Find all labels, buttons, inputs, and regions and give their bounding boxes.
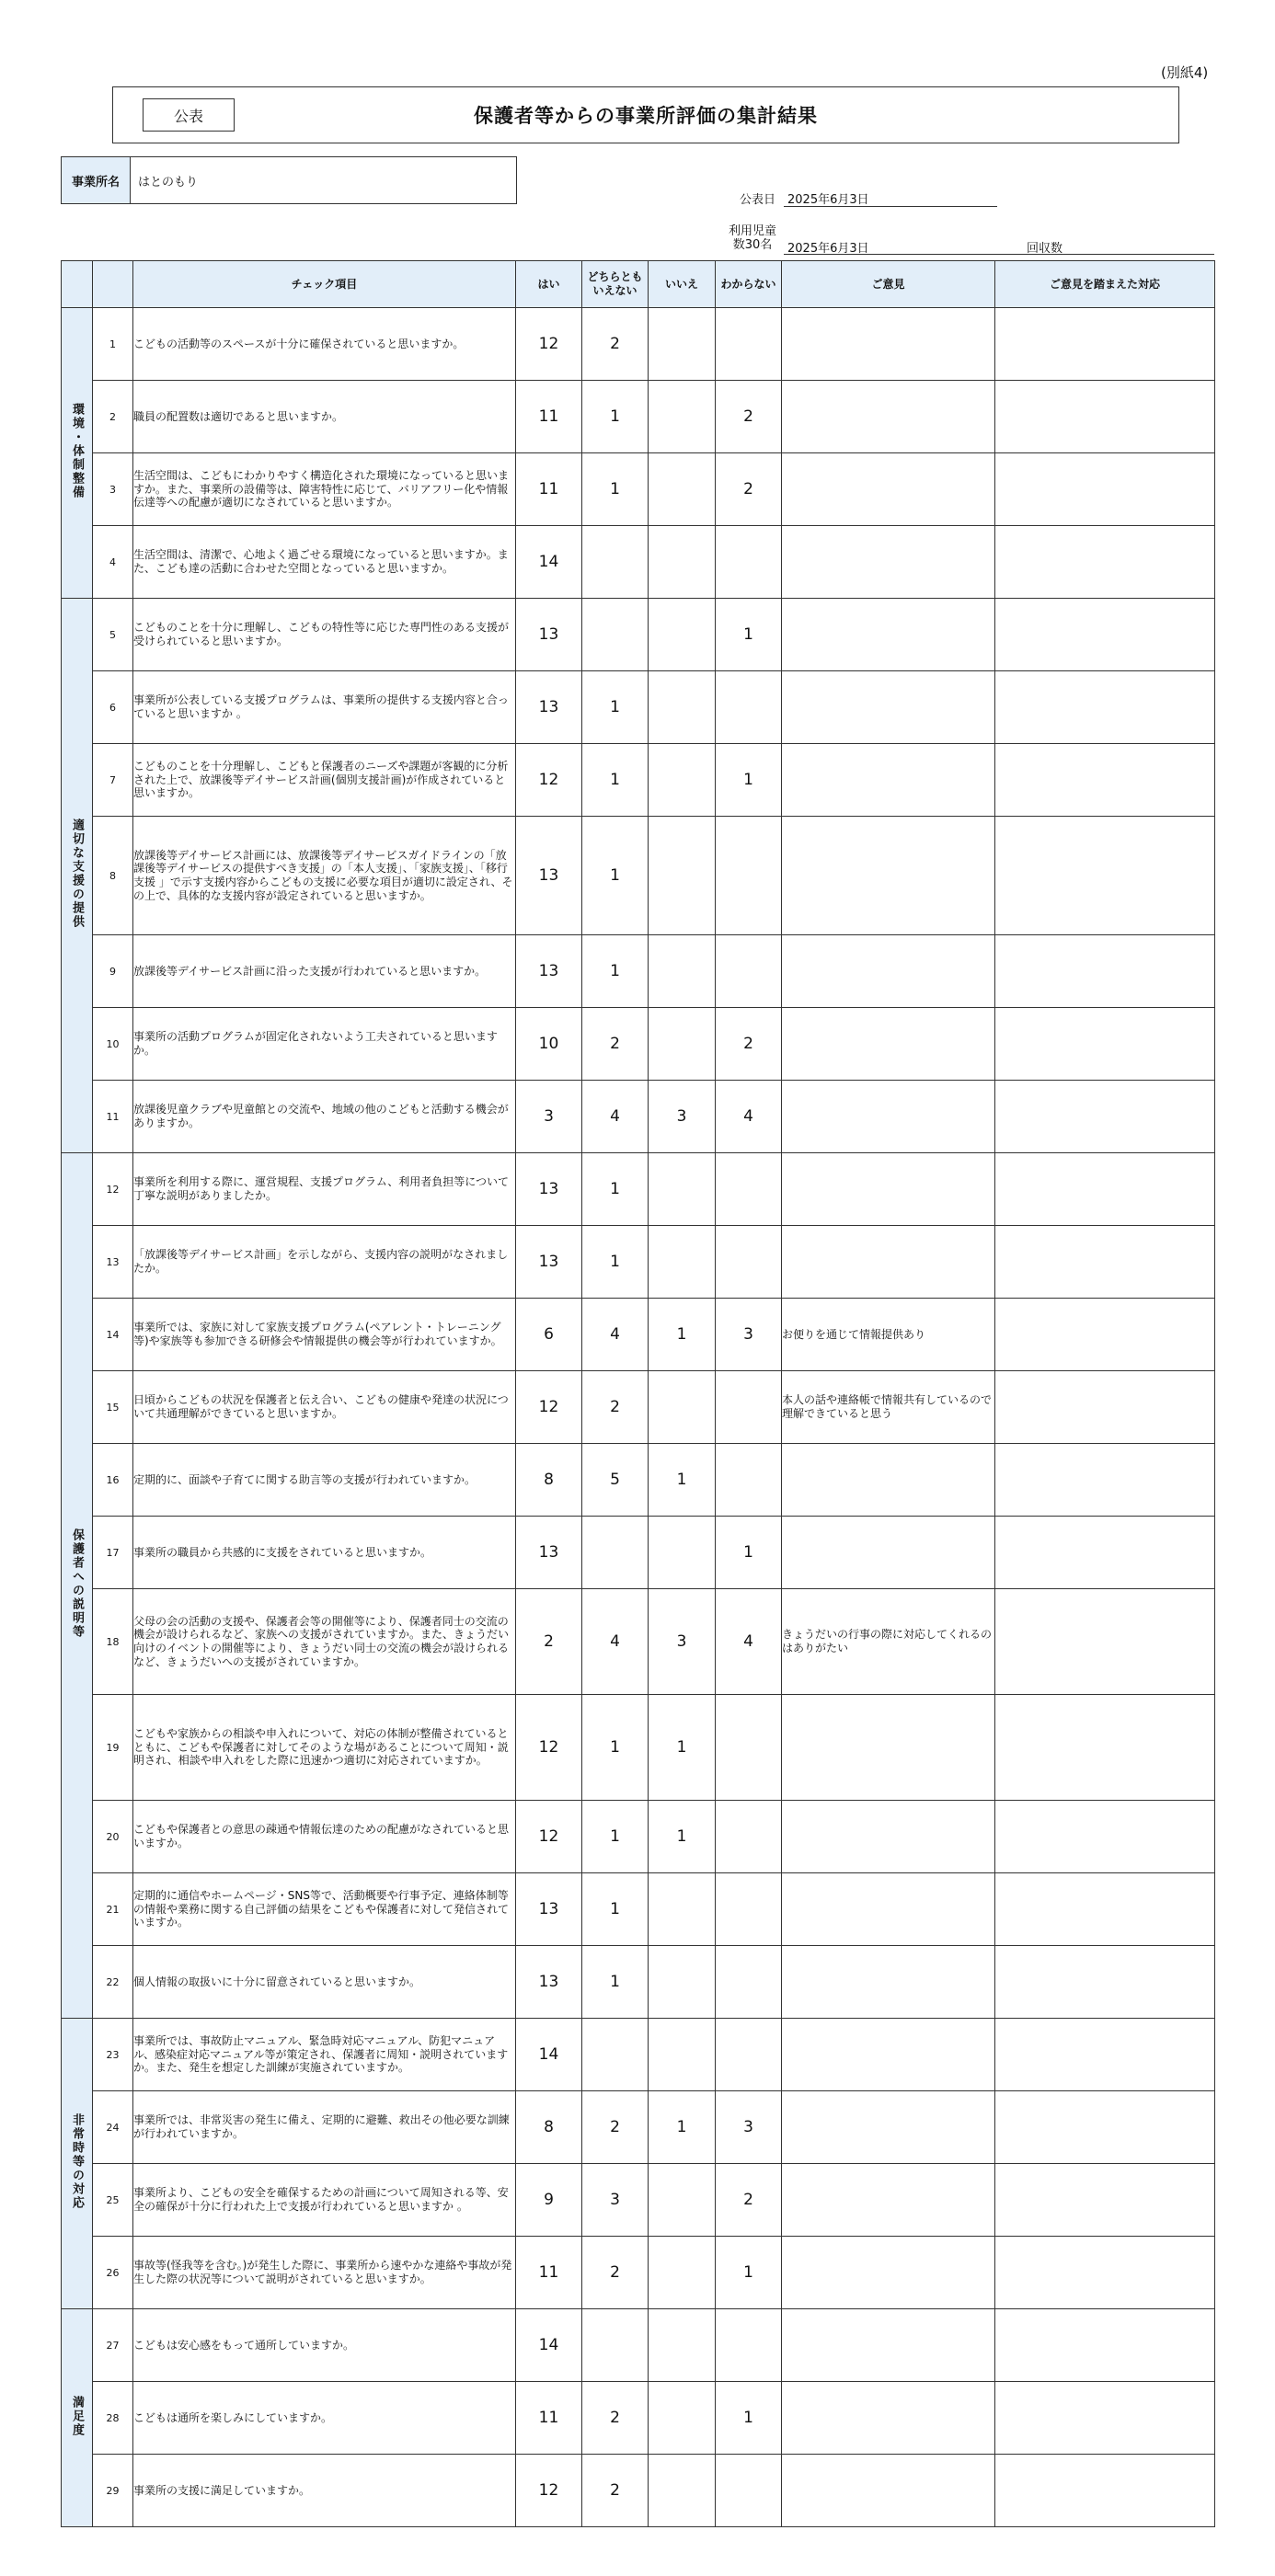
count-unknown (716, 817, 782, 935)
table-row (62, 744, 1215, 817)
check-item: 事業所の支援に満足していますか。 (133, 2455, 516, 2527)
count-yes: 12 (516, 308, 582, 381)
count-neither: 4 (582, 1299, 649, 1371)
check-item: 生活空間は、こどもにわかりやすく構造化された環境になっていると思いますか。また、事業所の設備等は、障害特性に応じて、バリアフリー化や情報伝達等への配慮が適切になされていると思いますか。 (133, 453, 516, 526)
count-neither (582, 2019, 649, 2091)
row-number: 4 (93, 526, 133, 599)
check-item: 事業所では、家族に対して家族支援プログラム(ペアレント・トレーニング等)や家族等も参加できる研修会や情報提供の機会等が行われていますか。 (133, 1299, 516, 1371)
count-unknown: 4 (716, 1589, 782, 1695)
category-cell (62, 2019, 93, 2309)
table-row (62, 2237, 1215, 2309)
count-unknown (716, 1873, 782, 1946)
opinion (782, 1444, 995, 1517)
count-no (649, 744, 716, 817)
table-row (62, 1946, 1215, 2019)
row-number: 14 (93, 1299, 133, 1371)
table-row (62, 599, 1215, 671)
check-item: こどもや家族からの相談や申入れについて、対応の体制が整備されているとともに、こどもや保護者に対してそのような場があることについて周知・説明され、相談や申入れをした際に迅速かつ適切に対応されていますか。 (133, 1695, 516, 1801)
count-no (649, 1153, 716, 1226)
appendix-label: (別紙4) (1161, 64, 1209, 81)
count-no (649, 1946, 716, 2019)
count-unknown (716, 2019, 782, 2091)
response (995, 1081, 1215, 1153)
count-unknown: 1 (716, 2382, 782, 2455)
count-unknown (716, 1801, 782, 1873)
table-row (62, 526, 1215, 599)
row-number: 24 (93, 2091, 133, 2164)
opinion (782, 1517, 995, 1589)
count-yes: 8 (516, 2091, 582, 2164)
row-number: 15 (93, 1371, 133, 1444)
count-no (649, 2309, 716, 2382)
count-no (649, 1873, 716, 1946)
count-yes: 13 (516, 1226, 582, 1299)
count-no (649, 1517, 716, 1589)
table-row (62, 2309, 1215, 2382)
count-neither: 1 (582, 935, 649, 1008)
table-row (62, 671, 1215, 744)
publish-date: 2025年6月3日 (787, 193, 869, 207)
count-no (649, 2382, 716, 2455)
response (995, 1946, 1215, 2019)
table-row (62, 453, 1215, 526)
row-number: 22 (93, 1946, 133, 2019)
count-yes: 12 (516, 744, 582, 817)
count-neither: 5 (582, 1444, 649, 1517)
users-count-label (729, 224, 776, 252)
office-name: はとのもり (138, 175, 199, 189)
table-row (62, 308, 1215, 381)
response (995, 599, 1215, 671)
response (995, 1153, 1215, 1226)
response (995, 817, 1215, 935)
count-neither: 2 (582, 308, 649, 381)
opinion (782, 1153, 995, 1226)
category-cell (62, 308, 93, 599)
count-neither: 1 (582, 744, 649, 817)
check-item: 放課後児童クラブや児童館との交流や、地域の他のこどもと活動する機会がありますか。 (133, 1081, 516, 1153)
count-neither (582, 2309, 649, 2382)
header-neither: どちらとも いえない (582, 261, 649, 308)
count-yes: 11 (516, 2237, 582, 2309)
table-row (62, 1299, 1215, 1371)
response (995, 2382, 1215, 2455)
check-item: 職員の配置数は適切であると思いますか。 (133, 381, 516, 453)
header-check-item: チェック項目 (133, 261, 516, 308)
count-yes: 14 (516, 2019, 582, 2091)
row-number: 5 (93, 599, 133, 671)
count-neither: 2 (582, 1008, 649, 1081)
opinion (782, 1695, 995, 1801)
table-row (62, 1801, 1215, 1873)
count-yes: 11 (516, 381, 582, 453)
count-no: 1 (649, 1695, 716, 1801)
check-item: こどものことを十分に理解し、こどもの特性等に応じた専門性のある支援が受けられていると思いますか。 (133, 599, 516, 671)
response (995, 2164, 1215, 2237)
count-no (649, 526, 716, 599)
row-number: 6 (93, 671, 133, 744)
response (995, 2237, 1215, 2309)
check-item: 生活空間は、清潔で、心地よく過ごせる環境になっていると思いますか。また、こども達の活動に合わせた空間となっていると思いますか。 (133, 526, 516, 599)
category-cell (62, 1153, 93, 2019)
count-no: 1 (649, 1801, 716, 1873)
count-yes: 13 (516, 599, 582, 671)
table-row (62, 1008, 1215, 1081)
publish-underline (784, 206, 997, 207)
row-number: 9 (93, 935, 133, 1008)
response (995, 526, 1215, 599)
count-yes: 11 (516, 2382, 582, 2455)
opinion (782, 2382, 995, 2455)
count-unknown (716, 308, 782, 381)
response (995, 1801, 1215, 1873)
count-yes: 13 (516, 1517, 582, 1589)
count-yes: 6 (516, 1299, 582, 1371)
count-yes: 14 (516, 2309, 582, 2382)
public-badge: 公表 (143, 98, 235, 132)
count-neither: 1 (582, 1226, 649, 1299)
count-unknown: 1 (716, 744, 782, 817)
count-neither: 1 (582, 1873, 649, 1946)
count-neither: 1 (582, 1153, 649, 1226)
table-row (62, 1589, 1215, 1695)
opinion (782, 1008, 995, 1081)
category-label: 保護者への説明等 (70, 1528, 84, 1639)
response (995, 381, 1215, 453)
table-row (62, 381, 1215, 453)
response (995, 935, 1215, 1008)
count-neither (582, 599, 649, 671)
count-no: 1 (649, 1444, 716, 1517)
count-neither: 1 (582, 1801, 649, 1873)
count-yes: 13 (516, 1946, 582, 2019)
count-neither: 1 (582, 453, 649, 526)
category-label: 非常時等の対応 (70, 2113, 84, 2210)
users-count-label-1: 利用児童 (729, 224, 777, 238)
check-item: 父母の会の活動の支援や、保護者会等の開催等により、保護者同士の交流の機会が設けられるなど、家族への支援がされていますか。また、きょうだい向けのイベントの開催等により、きょうだい同士の交流の機会が設けられるなど、きょうだいへの支援がされていますか。 (133, 1589, 516, 1695)
opinion (782, 1226, 995, 1299)
office-box (61, 156, 517, 204)
opinion (782, 2091, 995, 2164)
publish-date-label: 公表日 (740, 193, 776, 207)
check-item: こどものことを十分理解し、こどもと保護者のニーズや課題が客観的に分析された上で、放課後等デイサービス計画(個別支援計画)が作成されていると思いますか。 (133, 744, 516, 817)
count-no (649, 308, 716, 381)
count-neither: 1 (582, 817, 649, 935)
response (995, 2091, 1215, 2164)
check-item: 放課後等デイサービス計画に沿った支援が行われていると思いますか。 (133, 935, 516, 1008)
row-number: 17 (93, 1517, 133, 1589)
header-blank-2 (93, 261, 133, 308)
response (995, 453, 1215, 526)
count-neither: 4 (582, 1081, 649, 1153)
opinion (782, 2309, 995, 2382)
count-no (649, 2019, 716, 2091)
opinion (782, 1946, 995, 2019)
count-yes: 12 (516, 1801, 582, 1873)
count-neither: 4 (582, 1589, 649, 1695)
count-no: 1 (649, 1299, 716, 1371)
page-title: 保護者等からの事業所評価の集計結果 (474, 105, 818, 127)
response (995, 1517, 1215, 1589)
check-item: 日頃からこどもの状況を保護者と伝え合い、こどもの健康や発達の状況について共通理解ができていると思いますか。 (133, 1371, 516, 1444)
count-unknown: 2 (716, 2164, 782, 2237)
count-no (649, 671, 716, 744)
count-neither: 2 (582, 2237, 649, 2309)
users-count-label-2: 数30名 (732, 238, 773, 252)
row-number: 26 (93, 2237, 133, 2309)
check-item: 事業所が公表している支援プログラムは、事業所の提供する支援内容と合っていると思いますか 。 (133, 671, 516, 744)
check-item: こどもの活動等のスペースが十分に確保されていると思いますか。 (133, 308, 516, 381)
response (995, 1589, 1215, 1695)
opinion (782, 671, 995, 744)
count-unknown (716, 1946, 782, 2019)
table-row (62, 2382, 1215, 2455)
count-yes: 10 (516, 1008, 582, 1081)
count-yes: 12 (516, 1371, 582, 1444)
count-neither: 2 (582, 1371, 649, 1444)
table-row (62, 1873, 1215, 1946)
users-underline (784, 254, 1214, 255)
count-neither: 2 (582, 2455, 649, 2527)
count-unknown (716, 1444, 782, 1517)
table-row (62, 1444, 1215, 1517)
row-number: 27 (93, 2309, 133, 2382)
response (995, 671, 1215, 744)
response (995, 1008, 1215, 1081)
count-no (649, 2455, 716, 2527)
opinion (782, 2237, 995, 2309)
count-no (649, 1008, 716, 1081)
table-row (62, 2164, 1215, 2237)
row-number: 25 (93, 2164, 133, 2237)
count-no (649, 2237, 716, 2309)
count-neither (582, 526, 649, 599)
users-date: 2025年6月3日 (787, 242, 869, 256)
count-no (649, 381, 716, 453)
category-cell (62, 599, 93, 1153)
table-row (62, 1153, 1215, 1226)
count-neither: 3 (582, 2164, 649, 2237)
opinion (782, 817, 995, 935)
count-no (649, 817, 716, 935)
check-item: こどもや保護者との意思の疎通や情報伝達のための配慮がなされていると思いますか。 (133, 1801, 516, 1873)
count-no (649, 1226, 716, 1299)
opinion (782, 1801, 995, 1873)
count-unknown: 1 (716, 1517, 782, 1589)
response (995, 1226, 1215, 1299)
opinion (782, 381, 995, 453)
opinion (782, 2164, 995, 2237)
opinion (782, 599, 995, 671)
count-yes: 13 (516, 1153, 582, 1226)
response (995, 744, 1215, 817)
count-unknown (716, 1371, 782, 1444)
count-unknown: 4 (716, 1081, 782, 1153)
opinion: きょうだいの行事の際に対応してくれるのはありがたい (782, 1589, 995, 1695)
opinion (782, 935, 995, 1008)
count-yes: 3 (516, 1081, 582, 1153)
count-unknown: 1 (716, 2237, 782, 2309)
count-no (649, 453, 716, 526)
count-unknown (716, 1153, 782, 1226)
count-unknown: 2 (716, 381, 782, 453)
opinion (782, 453, 995, 526)
opinion (782, 2019, 995, 2091)
count-yes: 14 (516, 526, 582, 599)
table-body (62, 308, 1215, 2527)
count-no (649, 935, 716, 1008)
count-yes: 12 (516, 1695, 582, 1801)
count-unknown (716, 671, 782, 744)
response (995, 1299, 1215, 1371)
row-number: 23 (93, 2019, 133, 2091)
count-unknown: 2 (716, 1008, 782, 1081)
row-number: 28 (93, 2382, 133, 2455)
count-yes: 8 (516, 1444, 582, 1517)
count-yes: 12 (516, 2455, 582, 2527)
title-box (112, 86, 1179, 143)
table-row (62, 935, 1215, 1008)
header-response: ご意見を踏まえた対応 (995, 261, 1215, 308)
count-no (649, 2164, 716, 2237)
count-no (649, 1371, 716, 1444)
evaluation-table (61, 260, 1215, 2527)
header-opinion: ご意見 (782, 261, 995, 308)
check-item: 事業所では、非常災害の発生に備え、定期的に避難、救出その他必要な訓練が行われていますか。 (133, 2091, 516, 2164)
count-yes: 2 (516, 1589, 582, 1695)
check-item: 事業所の職員から共感的に支援をされていると思いますか。 (133, 1517, 516, 1589)
row-number: 21 (93, 1873, 133, 1946)
row-number: 13 (93, 1226, 133, 1299)
check-item: 事業所より、こどもの安全を確保するための計画について周知される等、安全の確保が十分に行われた上で支援が行われていると思いますか 。 (133, 2164, 516, 2237)
check-item: 事業所の活動プログラムが固定化されないよう工夫されていると思いますか。 (133, 1008, 516, 1081)
count-yes: 13 (516, 817, 582, 935)
category-label: 適切な支援の提供 (70, 819, 84, 929)
opinion (782, 2455, 995, 2527)
count-yes: 11 (516, 453, 582, 526)
check-item: 「放課後等デイサービス計画」を示しながら、支援内容の説明がなされましたか。 (133, 1226, 516, 1299)
response (995, 1444, 1215, 1517)
check-item: 定期的に通信やホームページ・SNS等で、活動概要や行事予定、連絡体制等の情報や業務に関する自己評価の結果をこどもや保護者に対して発信されていますか。 (133, 1873, 516, 1946)
check-item: 事業所を利用する際に、運営規程、支援プログラム、利用者負担等について丁寧な説明がありましたか。 (133, 1153, 516, 1226)
check-item: こどもは安心感をもって通所していますか。 (133, 2309, 516, 2382)
count-neither: 1 (582, 1946, 649, 2019)
row-number: 2 (93, 381, 133, 453)
count-neither: 2 (582, 2382, 649, 2455)
table-row (62, 1226, 1215, 1299)
header-blank-1 (62, 261, 93, 308)
response (995, 308, 1215, 381)
count-unknown: 3 (716, 2091, 782, 2164)
table-row (62, 2455, 1215, 2527)
row-number: 8 (93, 817, 133, 935)
opinion (782, 1873, 995, 1946)
category-label: 環境・体制整備 (70, 403, 84, 499)
table-row (62, 2091, 1215, 2164)
row-number: 12 (93, 1153, 133, 1226)
check-item: 事業所では、事故防止マニュアル、緊急時対応マニュアル、防犯マニュアル、感染症対応マニュアル等が策定され、保護者に周知・説明されていますか。また、発生を想定した訓練が実施されていますか。 (133, 2019, 516, 2091)
response (995, 1371, 1215, 1444)
header-no: いいえ (649, 261, 716, 308)
count-yes: 13 (516, 671, 582, 744)
check-item: 事故等(怪我等を含む。)が発生した際に、事業所から速やかな連絡や事故が発生した際の状況等について説明がされていると思いますか。 (133, 2237, 516, 2309)
check-item: 個人情報の取扱いに十分に留意されていると思いますか。 (133, 1946, 516, 2019)
row-number: 29 (93, 2455, 133, 2527)
table-row (62, 1695, 1215, 1801)
row-number: 1 (93, 308, 133, 381)
opinion (782, 526, 995, 599)
count-unknown: 3 (716, 1299, 782, 1371)
count-no (649, 599, 716, 671)
count-no: 3 (649, 1081, 716, 1153)
response (995, 2309, 1215, 2382)
count-unknown: 1 (716, 599, 782, 671)
header-yes: はい (516, 261, 582, 308)
count-yes: 13 (516, 935, 582, 1008)
count-unknown: 2 (716, 453, 782, 526)
count-no: 3 (649, 1589, 716, 1695)
table-row (62, 1517, 1215, 1589)
row-number: 3 (93, 453, 133, 526)
header-row (62, 261, 1215, 308)
response (995, 2455, 1215, 2527)
header-unknown: わからない (716, 261, 782, 308)
count-unknown (716, 1226, 782, 1299)
count-unknown (716, 2309, 782, 2382)
table-row (62, 817, 1215, 935)
response (995, 2019, 1215, 2091)
opinion (782, 1081, 995, 1153)
count-unknown (716, 1695, 782, 1801)
check-item: 放課後等デイサービス計画には、放課後等デイサービスガイドラインの「放課後等デイサービスの提供すべき支援」の「本人支援」、「家族支援」、「移行支援 」で示す支援内容からこどもの支援に必要な項目が適切に設定され、その上で、具体的な支援内容が設定されていると思いますか。 (133, 817, 516, 935)
row-number: 16 (93, 1444, 133, 1517)
table-row (62, 2019, 1215, 2091)
response (995, 1695, 1215, 1801)
count-neither (582, 1517, 649, 1589)
count-neither: 1 (582, 381, 649, 453)
row-number: 10 (93, 1008, 133, 1081)
row-number: 18 (93, 1589, 133, 1695)
count-unknown (716, 2455, 782, 2527)
count-yes: 9 (516, 2164, 582, 2237)
check-item: 定期的に、面談や子育てに関する助言等の支援が行われていますか。 (133, 1444, 516, 1517)
office-label: 事業所名 (62, 157, 131, 203)
opinion (782, 744, 995, 817)
count-unknown (716, 526, 782, 599)
responses-label: 回収数 (1027, 242, 1063, 256)
row-number: 20 (93, 1801, 133, 1873)
count-neither: 2 (582, 2091, 649, 2164)
count-no: 1 (649, 2091, 716, 2164)
count-yes: 13 (516, 1873, 582, 1946)
table-row (62, 1081, 1215, 1153)
row-number: 7 (93, 744, 133, 817)
category-cell (62, 2309, 93, 2527)
count-unknown (716, 935, 782, 1008)
count-neither: 1 (582, 671, 649, 744)
count-neither: 1 (582, 1695, 649, 1801)
opinion (782, 308, 995, 381)
row-number: 11 (93, 1081, 133, 1153)
row-number: 19 (93, 1695, 133, 1801)
response (995, 1873, 1215, 1946)
opinion: お便りを通じて情報提供あり (782, 1299, 995, 1371)
table-row (62, 1371, 1215, 1444)
category-label: 満足度 (70, 2395, 84, 2437)
opinion: 本人の話や連絡帳で情報共有しているので理解できていると思う (782, 1371, 995, 1444)
check-item: こどもは通所を楽しみにしていますか。 (133, 2382, 516, 2455)
